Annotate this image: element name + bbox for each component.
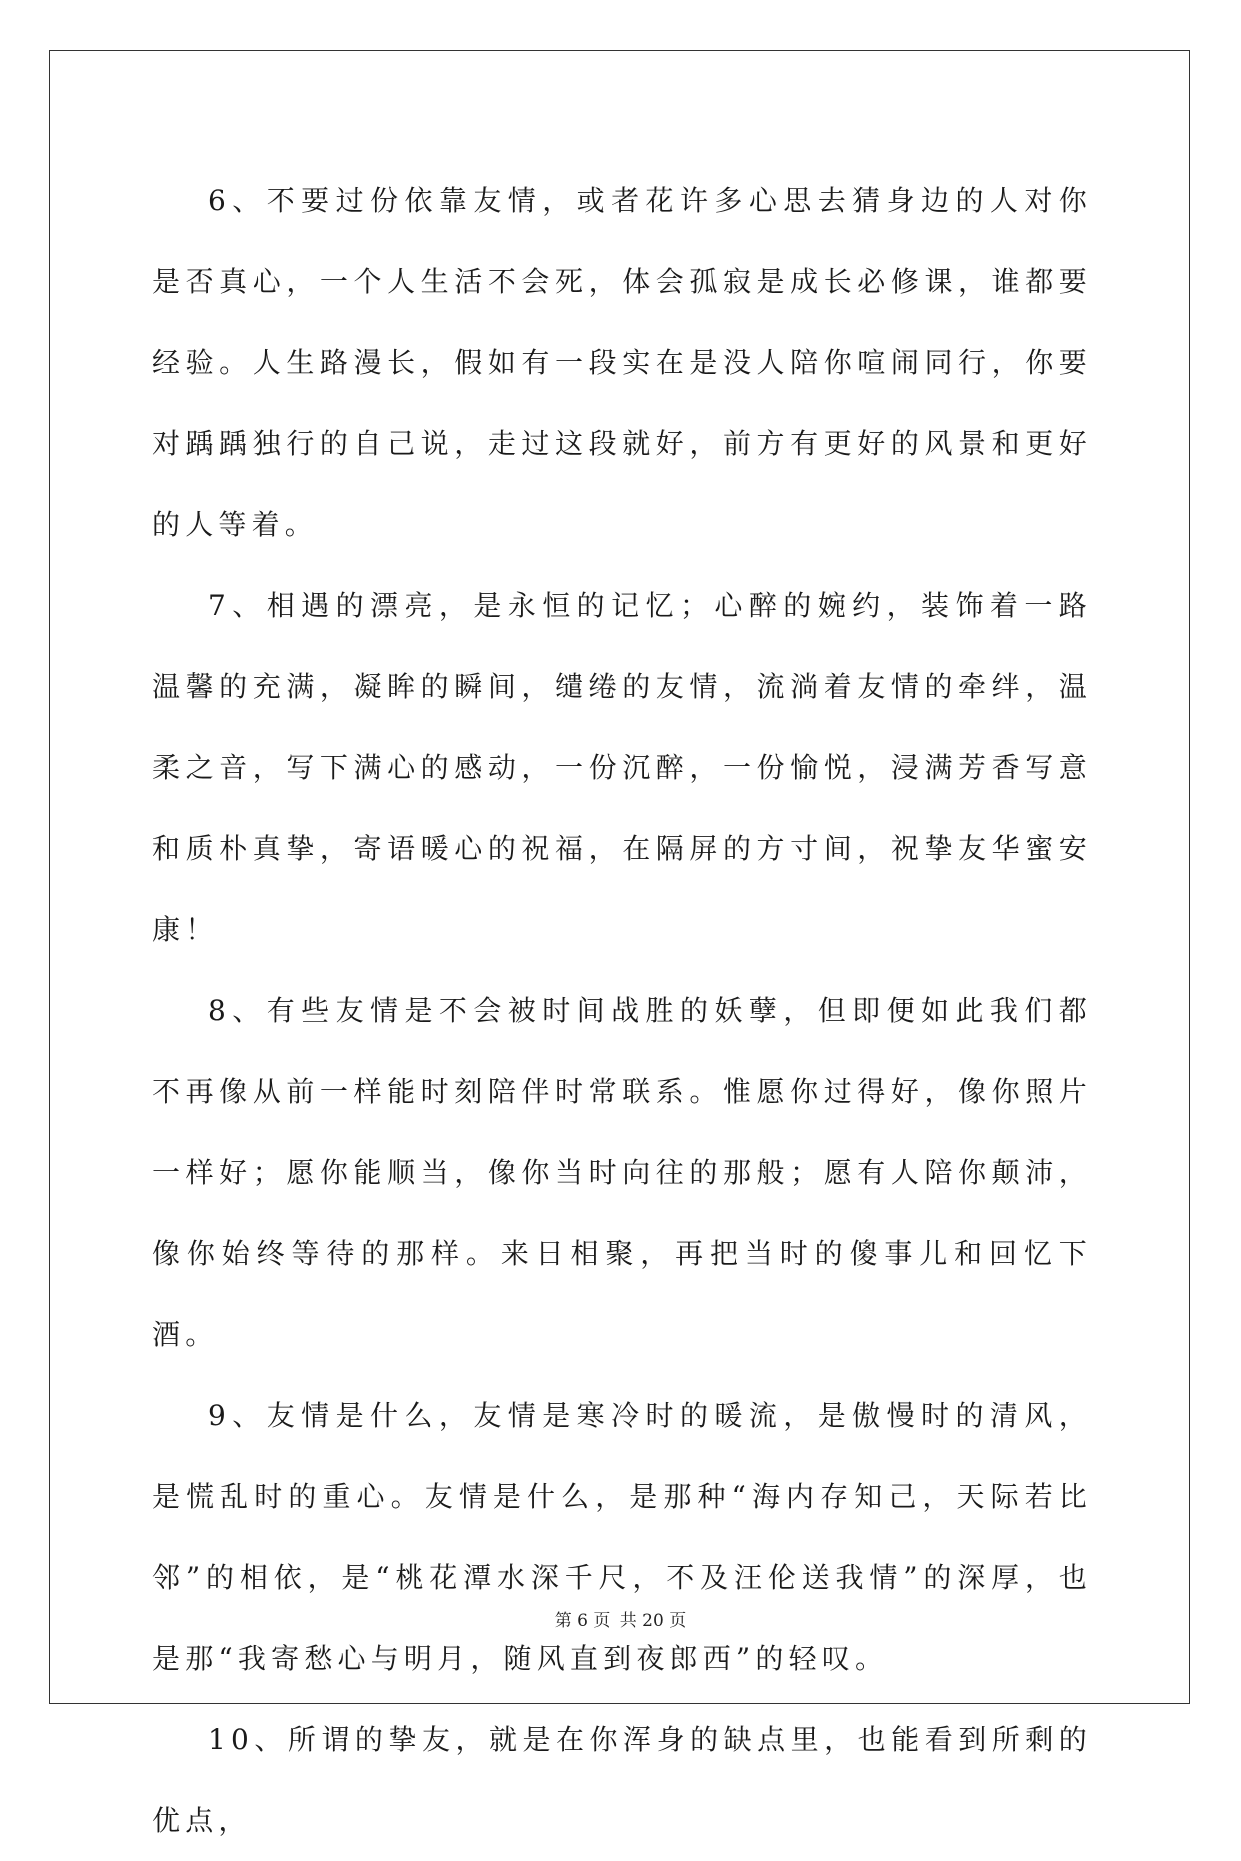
page-number: 第 6 页 xyxy=(554,1611,611,1631)
paragraph-6: 6、不要过份依靠友情，或者花许多心思去猜身边的人对你是否真心，一个人生活不会死，体会孤寂是成长必修课，谁都要经验。人生路漫长，假如有一段实在是没人陪你喧闹同行，你要对踽踽独行的自己说，走过这段就好，前方有更好的风景和更好的人等着。 xyxy=(152,184,1092,541)
paragraph-10: 10、所谓的挚友，就是在你浑身的缺点里，也能看到所剩的优点， xyxy=(152,1723,1092,1837)
paragraph-7: 7、相遇的漂亮，是永恒的记忆；心醉的婉约，装饰着一路温馨的充满，凝眸的瞬间，缱绻的友情，流淌着友情的牵绊，温柔之音，写下满心的感动，一份沉醉，一份愉悦，浸满芳香写意和质朴真挚，寄语暖心的祝福，在隔屏的方寸间，祝挚友华蜜安康！ xyxy=(152,589,1092,946)
page-footer xyxy=(0,1606,1241,1631)
paragraph-9: 9、友情是什么，友情是寒冷时的暖流，是傲慢时的清风，是慌乱时的重心。友情是什么，是那种“海内存知己，天际若比邻”的相依，是“桃花潭水深千尺，不及汪伦送我情”的深厚，也是那“我寄愁心与明月，随风直到夜郎西”的轻叹。 xyxy=(152,1399,1092,1675)
paragraph-8: 8、有些友情是不会被时间战胜的妖孽，但即便如此我们都不再像从前一样能时刻陪伴时常联系。惟愿你过得好，像你照片一样好；愿你能顺当，像你当时向往的那般；愿有人陪你颠沛，像你始终等待的那样。来日相聚，再把当时的傻事儿和回忆下酒。 xyxy=(152,994,1092,1351)
page-total: 共 20 页 xyxy=(619,1611,687,1631)
